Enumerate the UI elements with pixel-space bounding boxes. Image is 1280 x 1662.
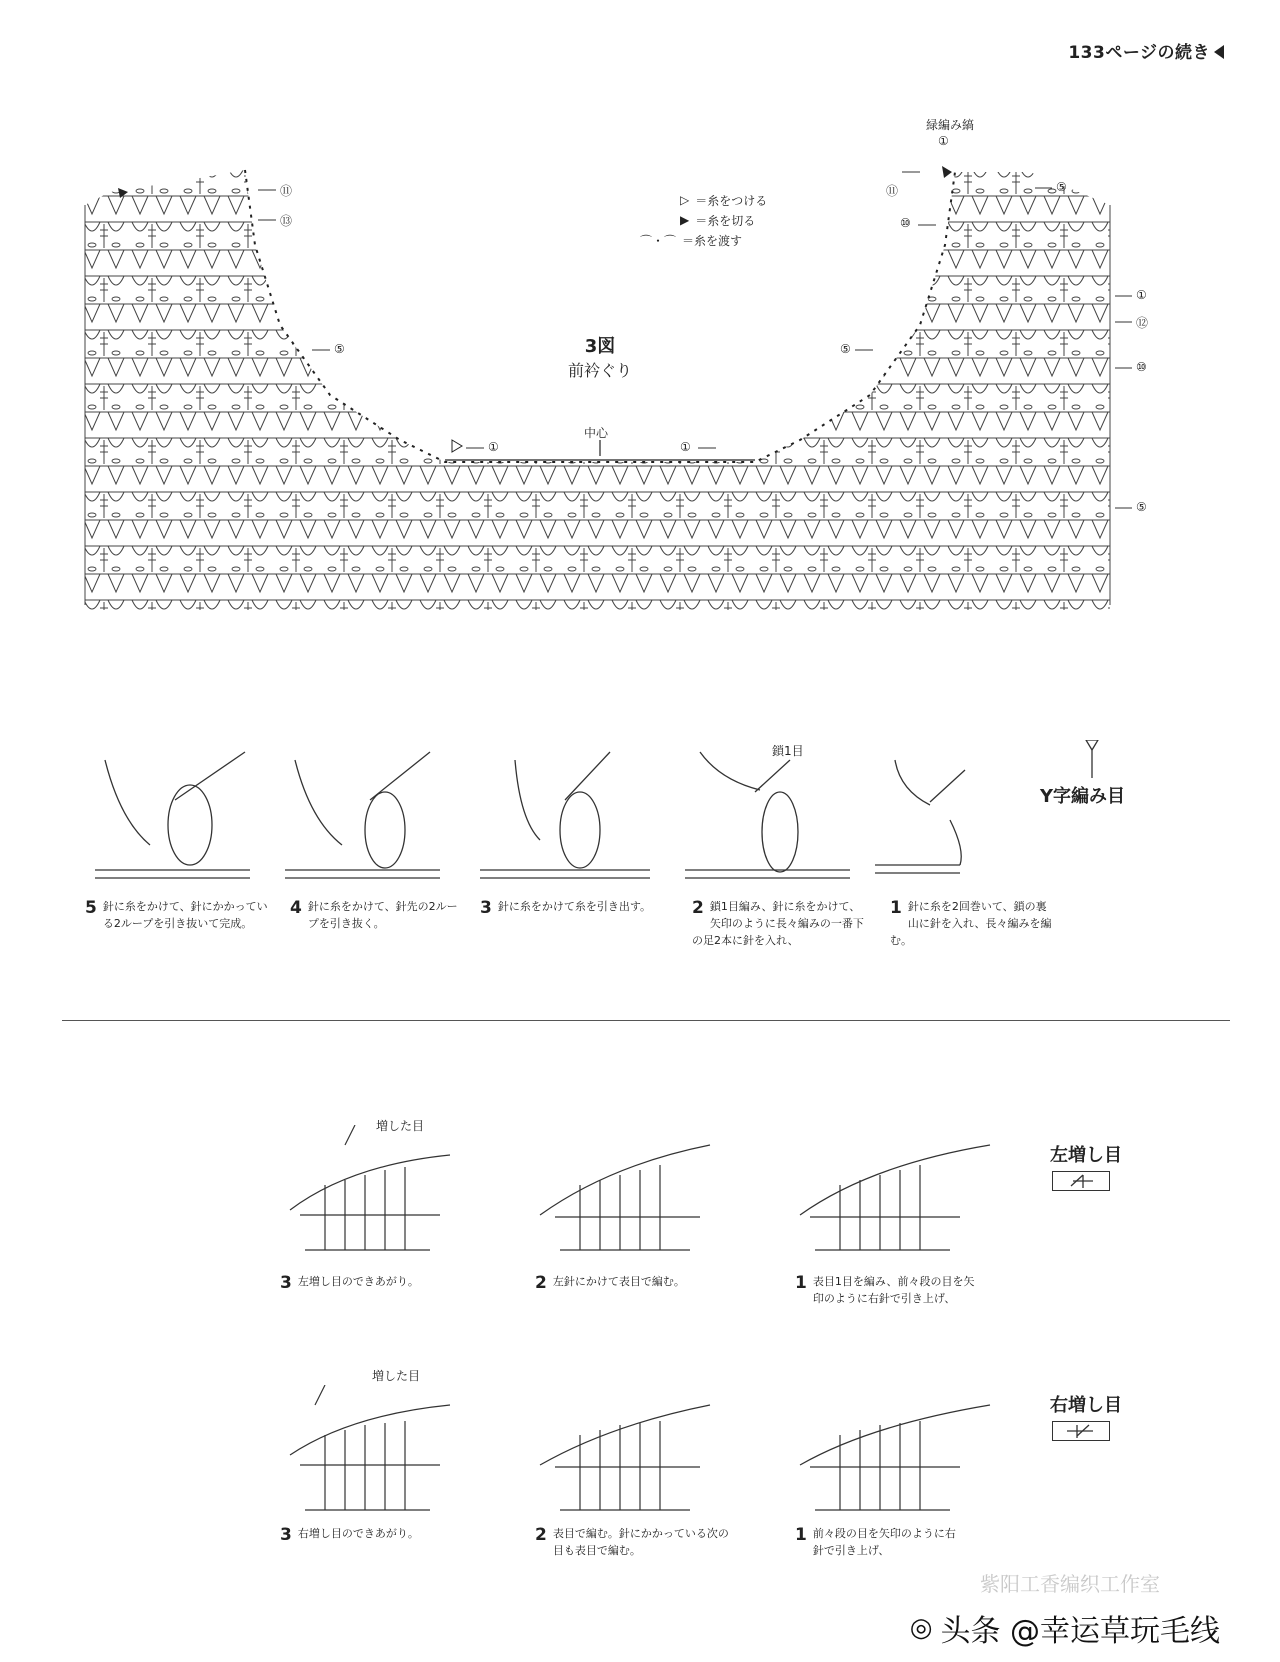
center-label: 中心 (584, 426, 609, 440)
increased-stitch-annotation: 増した目 (372, 1369, 421, 1383)
green-stripe-label: 緑編み縞 (926, 118, 975, 132)
step-text: 表目1目を編み、前々段の目を矢印のように右針で引き上げ、 (812, 1275, 975, 1305)
left-step-3 (280, 1273, 500, 1293)
step-text: 左針にかけて表目で編む。 (552, 1275, 685, 1288)
legend-item-pass (640, 230, 767, 250)
step-text: 針に糸をかけて、針にかかっている2ループを引き抜いて完成。 (102, 900, 268, 930)
y-step-5 (85, 898, 275, 932)
step-text: 針に糸をかけて、針先の2ループを引き抜く。 (307, 900, 458, 930)
open-triangle-icon: ▷ (680, 193, 690, 207)
right-step-3 (280, 1525, 500, 1545)
row-mark-right-5a: ⑤ (840, 342, 851, 356)
chain-one-annotation: 鎖1目 (772, 744, 804, 758)
y-stitch-name: Y字編み目 (1040, 786, 1126, 807)
legend-item-attach (680, 190, 767, 210)
row-mark-top-10: ⑩ (900, 216, 911, 230)
y-stitch-section (60, 740, 1220, 980)
chart-legend (640, 190, 768, 250)
pass-yarn-icon: ⌒・⌒ (640, 233, 677, 248)
row-mark-right-10: ⑩ (1136, 360, 1147, 374)
left-pointer-icon (1214, 45, 1224, 59)
left-increase-name: 左増し目 (1050, 1145, 1122, 1166)
y-step-4 (290, 898, 460, 932)
y-step-1 (890, 898, 1055, 949)
left-increase-section (270, 1119, 1230, 1305)
left-increase-symbol (1052, 1171, 1110, 1191)
y-stitch-illustrations (60, 740, 1220, 890)
step-number: 3 (280, 1525, 292, 1545)
faded-watermark: 紫阳工香编织工作室 (980, 1572, 1160, 1596)
filled-triangle-icon: ▶ (680, 213, 690, 227)
step-number: 1 (795, 1525, 807, 1545)
step-number: 3 (280, 1273, 292, 1293)
step-number: 2 (535, 1525, 547, 1545)
section-divider (62, 1020, 1230, 1021)
figure-subtitle: 前衿ぐり (567, 361, 632, 380)
watermark (910, 1606, 1220, 1650)
y-step-2 (692, 898, 867, 949)
cut-yarn-marker-right (942, 166, 952, 178)
y-stitch-symbol (1080, 740, 1104, 778)
row-mark-top-11: ⑪ (886, 184, 899, 198)
step-text: 左増し目のできあがり。 (297, 1275, 419, 1288)
increased-stitch-annotation: 増した目 (376, 1119, 425, 1133)
step-number: 1 (795, 1273, 807, 1293)
row-mark-right-12: ⑫ (1136, 316, 1149, 330)
right-step-2 (535, 1525, 735, 1559)
row-mark-top-5: ⑤ (1056, 180, 1067, 194)
step-text: 針に糸を2回巻いて、鎖の裏山に針を入れ、長々編みを編む。 (890, 900, 1052, 947)
row-mark-left-1: ① (488, 440, 499, 454)
step-number: 2 (535, 1273, 547, 1293)
step-text: 右増し目のできあがり。 (297, 1527, 419, 1540)
step-number: 2 (692, 898, 704, 918)
row-mark-right-1: ① (1136, 288, 1147, 302)
step-number: 4 (290, 898, 302, 918)
right-increase-name: 右増し目 (1050, 1395, 1122, 1416)
step-number: 3 (480, 898, 492, 918)
legend-text: ＝糸を切る (695, 213, 756, 228)
step-number: 5 (85, 898, 97, 918)
chat-bubble-icon: ◎ (909, 1613, 933, 1643)
left-step-2 (535, 1273, 755, 1293)
row-mark-right-5b: ⑤ (1136, 500, 1147, 514)
right-increase-symbol (1052, 1421, 1110, 1441)
step-text: 表目で編む。針にかかっている次の目も表目で編む。 (552, 1527, 729, 1557)
row-mark-left-5: ⑤ (334, 342, 345, 356)
right-step-1 (795, 1525, 965, 1559)
step-number: 1 (890, 898, 902, 918)
attach-yarn-marker (452, 440, 462, 452)
legend-text: ＝糸を渡す (682, 233, 743, 248)
page-reference-text: 133ページの続き (1068, 43, 1210, 63)
row-mark-left-13: ⑬ (280, 214, 293, 228)
row-mark-right-1b: ① (680, 440, 691, 454)
row-mark-top-1: ① (938, 134, 949, 148)
figure-title: 3図 (584, 336, 616, 357)
watermark-text: 头条 @幸运草玩毛线 (940, 1614, 1220, 1649)
y-step-3 (480, 898, 680, 918)
legend-text: ＝糸をつける (695, 193, 768, 208)
left-step-1 (795, 1273, 985, 1307)
legend-item-cut (680, 210, 767, 230)
step-text: 前々段の目を矢印のように右針で引き上げ、 (812, 1527, 956, 1557)
crochet-chart (80, 110, 1200, 640)
right-increase-section (270, 1369, 1230, 1565)
step-text: 鎖1目編み、針に糸をかけて、矢印のように長々編みの一番下の足2本に針を入れ、 (692, 900, 864, 947)
step-text: 針に糸をかけて糸を引き出す。 (497, 900, 651, 913)
row-mark-left-11: ⑪ (280, 184, 293, 198)
page-reference (1068, 38, 1224, 63)
